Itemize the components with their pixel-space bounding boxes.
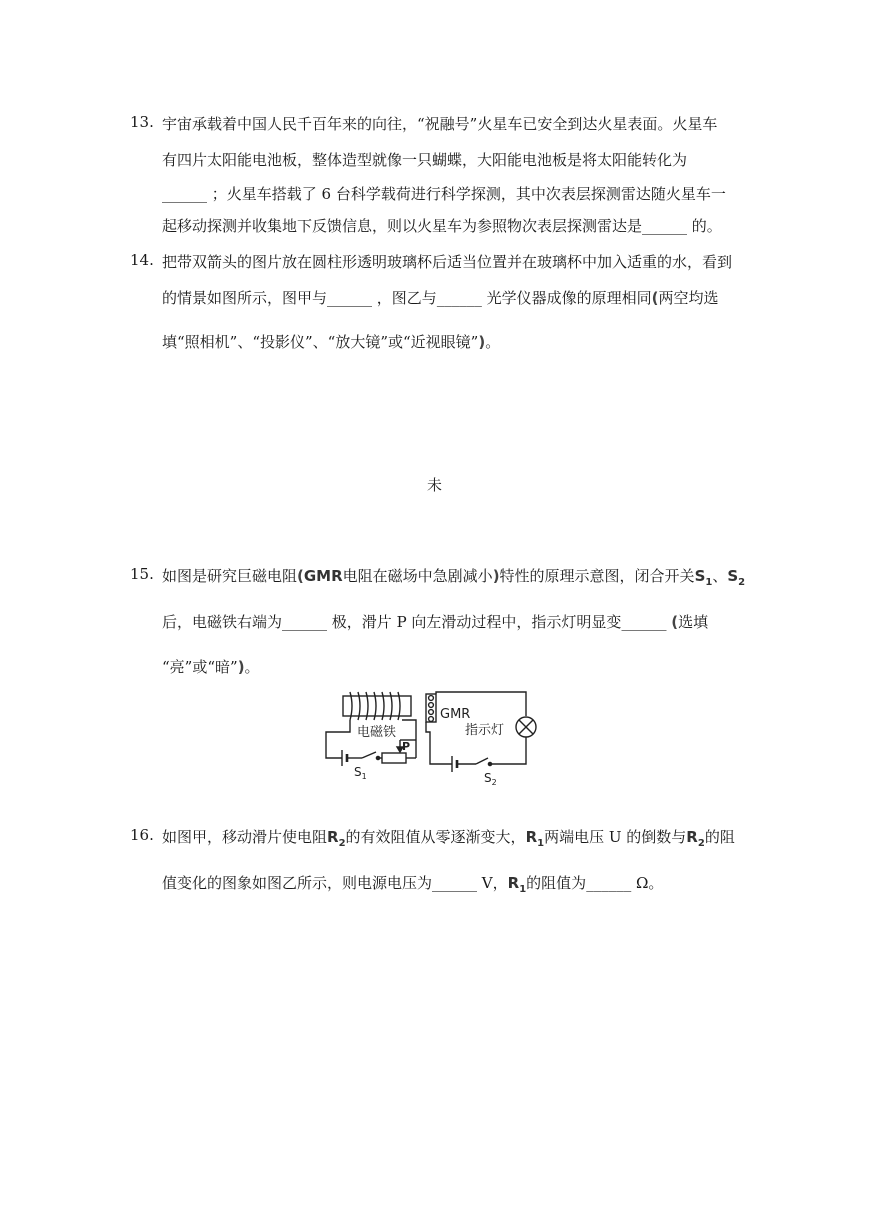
question-number: 14.: [130, 251, 154, 269]
question-text: 起移动探测并收集地下反馈信息，则以火星车为参照物次表层探测雷达是______ 的。: [162, 217, 722, 235]
question-number: 13.: [130, 113, 154, 131]
question-text: 值变化的图象如图乙所示，则电源电压为______ V，$R_1$的阻值为______ Ω。: [162, 874, 664, 895]
answer-blank[interactable]: ______: [436, 289, 482, 307]
lamp-label: 指示灯: [465, 723, 505, 738]
answer-blank[interactable]: ______: [621, 613, 667, 631]
switch-s1: [362, 752, 376, 758]
question-text: “亮”或“暗”)。: [162, 658, 260, 676]
rheostat: [382, 753, 406, 763]
s1-label: $S_1$: [354, 765, 367, 781]
switch-s2: [476, 758, 488, 764]
slider-label: P: [402, 740, 411, 753]
question-text: 后，电磁铁右端为______ 极，滑片 P 向左滑动过程中，指示灯明显变______ (选填: [162, 613, 709, 631]
answer-blank[interactable]: ______: [162, 185, 207, 203]
page-mark: 未: [426, 476, 442, 494]
question-text: 填“照相机”、“投影仪”、“放大镜”或“近视眼镜”)。: [162, 333, 501, 351]
gmr-label: GMR: [440, 707, 471, 722]
question-text: 宇宙承载着中国人民千百年来的向往，“祝融号”火星车已安全到达火星表面。火星车: [162, 115, 718, 133]
answer-blank[interactable]: ______: [282, 613, 328, 631]
circuit-diagram: [320, 688, 550, 786]
question-text: 如图是研究巨磁电阻(GMR电阻在磁场中急剧减小)特性的原理示意图，闭合开关$S_1$、$S_2$: [162, 567, 746, 588]
answer-blank[interactable]: ______: [432, 874, 478, 892]
question-text: ______ ；火星车搭载了 6 台科学载荷进行科学探测，其中次表层探测雷达随火星车一: [162, 185, 726, 203]
question-number: 15.: [130, 565, 154, 583]
answer-blank[interactable]: ______: [586, 874, 632, 892]
electromagnet-core: [343, 696, 411, 716]
answer-blank[interactable]: ______: [642, 217, 688, 235]
question-text: 有四片太阳能电池板，整体造型就像一只蝴蝶，大阳能电池板是将太阳能转化为: [162, 151, 688, 169]
electromagnet-label: 电磁铁: [357, 725, 397, 740]
s2-label: $S_2$: [484, 771, 497, 786]
answer-blank[interactable]: ______: [327, 289, 373, 307]
question-number: 16.: [130, 826, 154, 844]
question-text: 的情景如图所示，图甲与______ ，图乙与______ 光学仪器成像的原理相同(两空均选: [162, 289, 719, 307]
question-text: 如图甲，移动滑片使电阻$R_2$的有效阻值从零逐渐变大，$R_1$两端电压 U 的倒数与$R_2$的阻: [162, 828, 735, 849]
question-text: 把带双箭头的图片放在圆柱形透明玻璃杯后适当位置并在玻璃杯中加入适重的水，看到: [162, 253, 733, 271]
